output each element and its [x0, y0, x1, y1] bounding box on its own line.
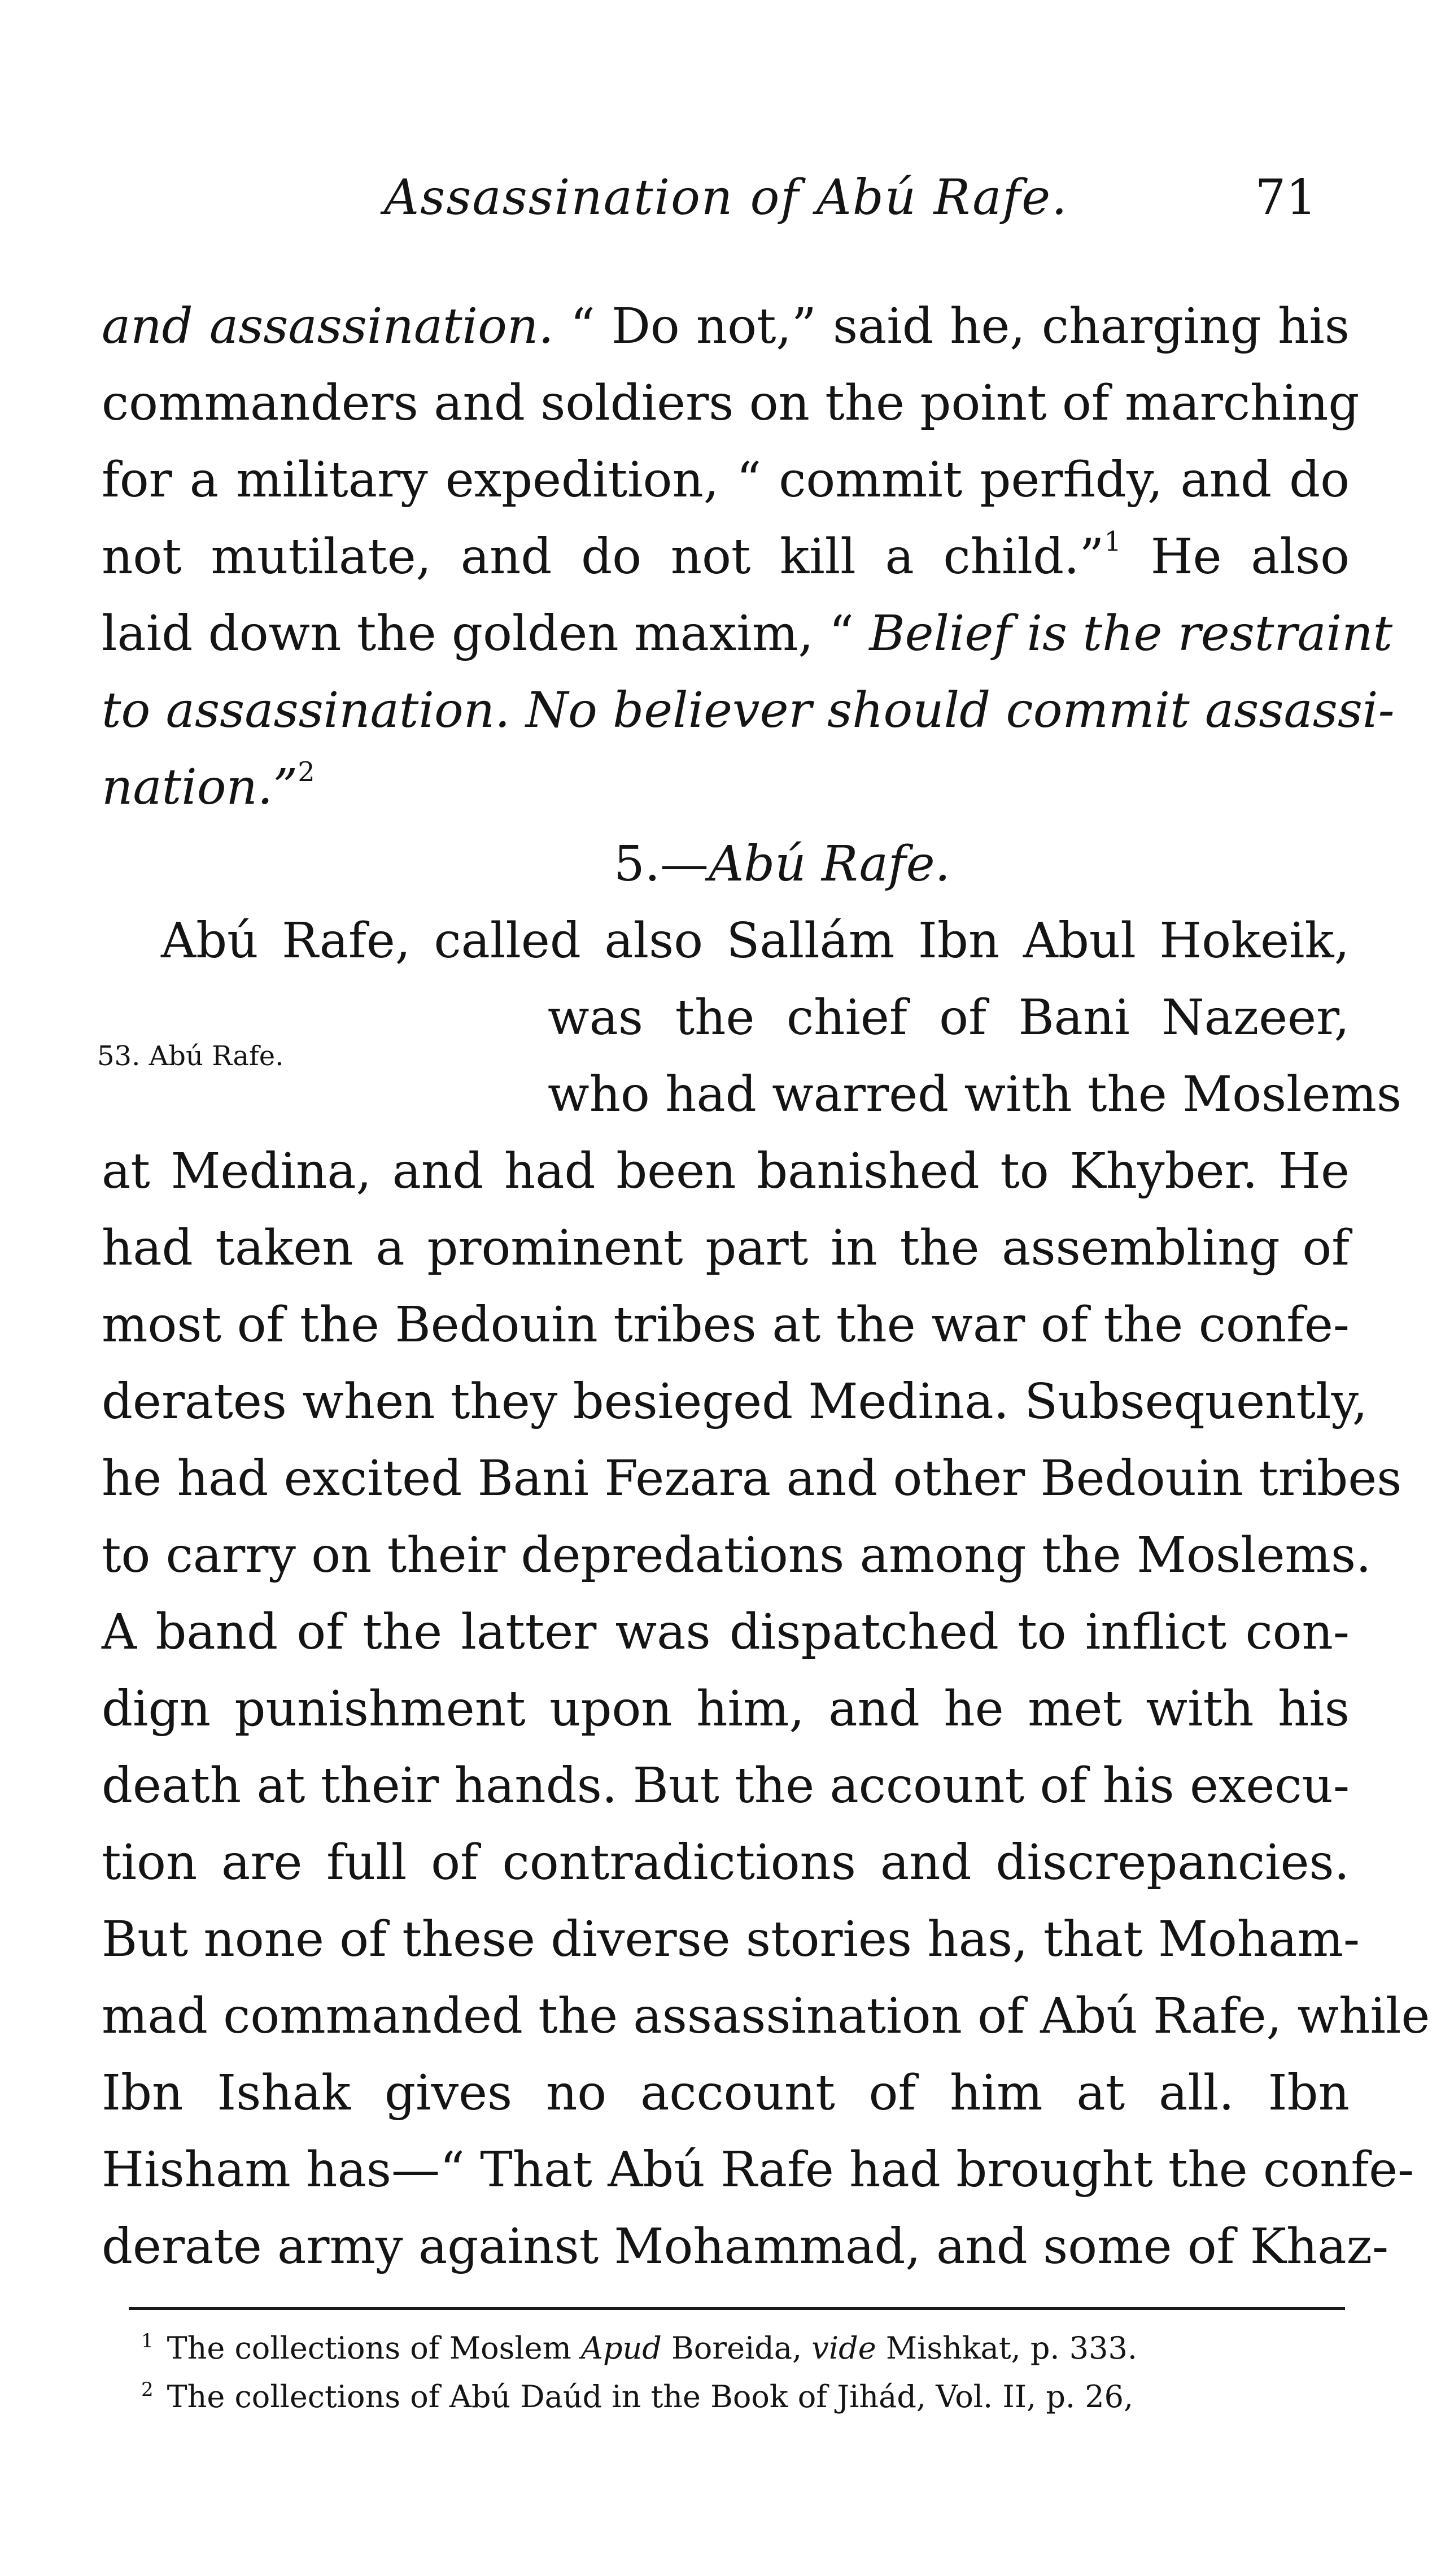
line-text: had taken a prominent part in the assembling of [102, 1220, 1350, 1276]
footnotes [141, 2324, 1350, 2421]
text-line [102, 2055, 1350, 2132]
line-text: He also [1121, 529, 1350, 585]
footnote-text: The collections of Abú Daúd in the Book of Jihád, Vol. II, p. 26, [167, 2379, 1134, 2414]
line-text: Ibn Ishak gives no account of him at all. Ibn [102, 2065, 1350, 2121]
line-text: tion are full of contradictions and discrepancies. [102, 1834, 1350, 1891]
text-line [102, 2132, 1414, 2208]
text-line [102, 288, 1350, 365]
page-number: 71 [1255, 169, 1317, 226]
text-line [102, 1901, 1360, 1978]
line-text: to carry on their depredations among the Moslems. [102, 1527, 1372, 1584]
text-line [102, 1517, 1372, 1594]
running-title: Assassination of Abú Rafe. [384, 169, 1068, 226]
text-line [548, 1056, 1402, 1133]
footnote-text: Boreida, [661, 2330, 812, 2366]
italic-phrase: nation.” [102, 759, 298, 816]
text-line [102, 365, 1360, 442]
line-text: But none of these diverse stories has, that Moham- [102, 1911, 1360, 1968]
text-line [548, 979, 1350, 1056]
line-text: derate army against Mohammad, and some of Khaz- [102, 2218, 1389, 2275]
line-text: death at their hands. But the account of his execu- [102, 1758, 1350, 1814]
footnote-text: Mishkat, p. 333. [876, 2330, 1137, 2366]
line-text: dign punishment upon him, and he met with his [102, 1681, 1350, 1737]
line-text: was the chief of Bani Nazeer, [548, 990, 1350, 1046]
text-line [102, 903, 1350, 979]
line-text: “ Do not,” said he, charging his [553, 298, 1350, 355]
footnote [141, 2373, 1350, 2421]
footnote-italic: vide [811, 2330, 876, 2366]
text-line [102, 1287, 1350, 1363]
section-heading [102, 826, 1350, 903]
text-line [102, 442, 1350, 518]
italic-phrase: and assassination. [102, 298, 554, 355]
italic-phrase: to assassination. No believer should commit assassi- [102, 682, 1395, 739]
line-text: not mutilate, and do not kill a child.” [102, 529, 1104, 585]
line-text: for a military expedition, “ commit perfidy, and do [102, 452, 1350, 508]
text-line [102, 1363, 1368, 1440]
text-line [102, 749, 1350, 826]
italic-phrase: Belief is the restraint [869, 605, 1393, 662]
text-line [102, 2208, 1389, 2285]
footnote-mark: 2 [141, 2378, 154, 2401]
line-text: he had excited Bani Fezara and other Bedouin tribes [102, 1450, 1402, 1507]
text-line [102, 1824, 1350, 1901]
footnote [141, 2324, 1350, 2373]
footnote-mark: 1 [141, 2330, 154, 2352]
line-text: who had warred with the Moslems [548, 1066, 1402, 1123]
footnote-divider [129, 2307, 1345, 2310]
text-line [102, 1210, 1350, 1287]
text-line [102, 1133, 1350, 1210]
section-number: 5.— [613, 836, 709, 892]
text-line [102, 1594, 1350, 1671]
text-line [102, 518, 1350, 595]
text-line [102, 1747, 1350, 1824]
body-text [102, 288, 1430, 2285]
line-text: mad commanded the assassination of Abú Rafe, while [102, 1988, 1430, 2045]
text-line [102, 1671, 1350, 1747]
text-line [102, 1440, 1402, 1517]
text-line [102, 595, 1393, 672]
line-text: commanders and soldiers on the point of marching [102, 375, 1360, 431]
text-line [102, 1978, 1430, 2055]
footnote-ref: 1 [1104, 526, 1121, 557]
text-line [102, 672, 1395, 749]
footnote-text: The collections of Moslem [167, 2330, 581, 2366]
page-header [0, 169, 1441, 243]
section-title: Abú Rafe. [709, 836, 950, 892]
margin-note: 53. Abú Rafe. [97, 1040, 284, 1072]
footnote-ref: 2 [298, 756, 315, 788]
line-text: derates when they besieged Medina. Subsequently, [102, 1374, 1368, 1430]
line-text: laid down the golden maxim, “ [102, 605, 870, 662]
footnote-italic: Apud [580, 2330, 662, 2366]
line-text: at Medina, and had been banished to Khyber. He [102, 1143, 1350, 1200]
line-text: A band of the latter was dispatched to inflict con- [102, 1604, 1350, 1660]
line-text: Hisham has—“ That Abú Rafe had brought the confe- [102, 2142, 1414, 2198]
line-text: most of the Bedouin tribes at the war of the confe- [102, 1297, 1350, 1353]
line-text: Abú Rafe, called also Sallám Ibn Abul Hokeik, [161, 913, 1350, 969]
